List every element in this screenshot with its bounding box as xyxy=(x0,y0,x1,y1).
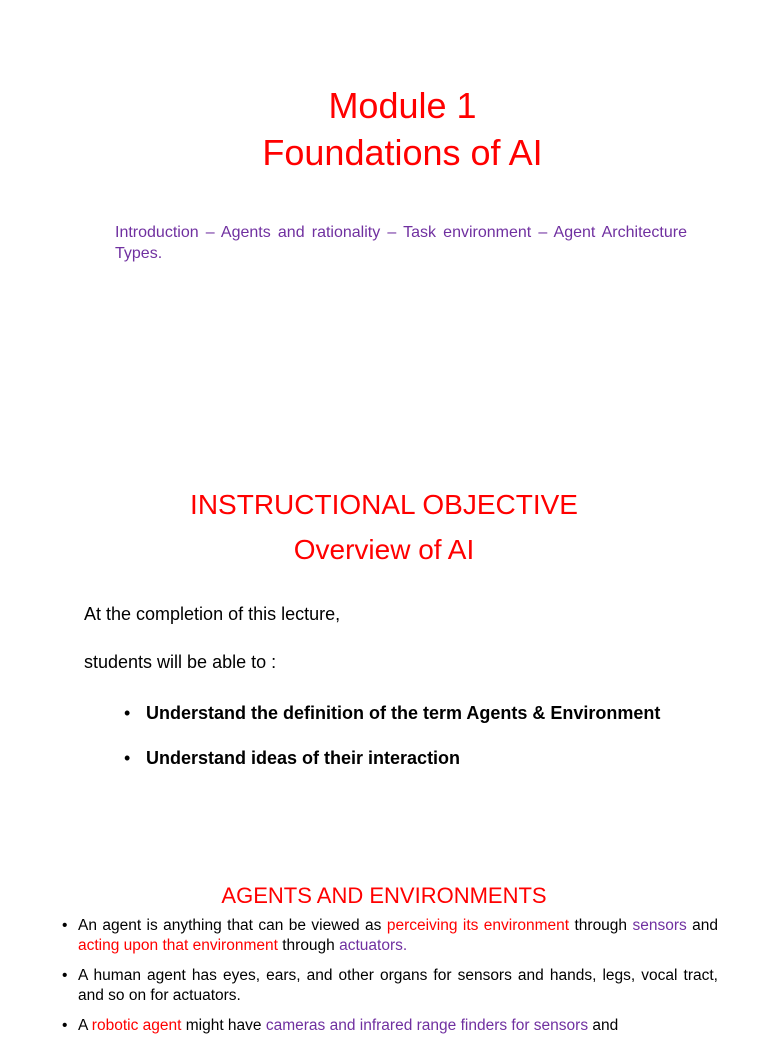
text-run: and xyxy=(686,917,718,934)
objective-list xyxy=(124,694,708,784)
highlight-sensors: sensors xyxy=(632,917,687,934)
slide-agents-and-environments xyxy=(0,864,768,1034)
title-line-2: Overview of AI xyxy=(293,534,475,565)
bullet-agent-definition xyxy=(62,916,718,956)
slide-3-title: AGENTS AND ENVIRONMENTS xyxy=(221,883,547,908)
slide-1-subtitle: Introduction – Agents and rationality – Task environment – Agent Architecture Types. xyxy=(115,224,687,262)
slide-instructional-objective xyxy=(0,432,768,864)
text-run: An agent is anything that can be viewed as xyxy=(78,917,387,934)
text-run: A xyxy=(78,1017,92,1034)
highlight-perceiving: perceiving its environment xyxy=(386,917,570,934)
text-run: and xyxy=(588,1017,619,1034)
highlight-robotic-agent: robotic agent xyxy=(91,1017,182,1034)
text-run: might have xyxy=(181,1017,266,1034)
title-line-2: Foundations of AI xyxy=(262,132,543,173)
agents-bullet-list xyxy=(62,916,718,1046)
slide-1-title xyxy=(0,82,768,176)
highlight-acting: acting upon that environment xyxy=(78,937,278,954)
intro-line-2: students will be able to : xyxy=(84,652,277,672)
objective-item: • Understand ideas of their interaction xyxy=(124,739,708,778)
highlight-cameras: cameras and infrared range finders for sensors xyxy=(265,1017,589,1034)
highlight-actuators: actuators. xyxy=(339,937,408,954)
title-line-1: Module 1 xyxy=(328,85,477,126)
text-run: through xyxy=(277,937,340,954)
slide-module-1 xyxy=(0,0,768,432)
bullet-robotic-agent xyxy=(62,1016,718,1036)
title-line-1: INSTRUCTIONAL OBJECTIVE xyxy=(190,489,578,520)
text-run: through xyxy=(569,917,633,934)
slide-2-title xyxy=(0,482,768,572)
bullet-human-agent: • A human agent has eyes, ears, and other organs for sensors and hands, legs, vocal tract, and so on for actuators. xyxy=(62,966,718,1006)
intro-line-1: At the completion of this lecture, xyxy=(84,604,341,624)
objective-item: • Understand the definition of the term Agents & Environment xyxy=(124,694,708,733)
